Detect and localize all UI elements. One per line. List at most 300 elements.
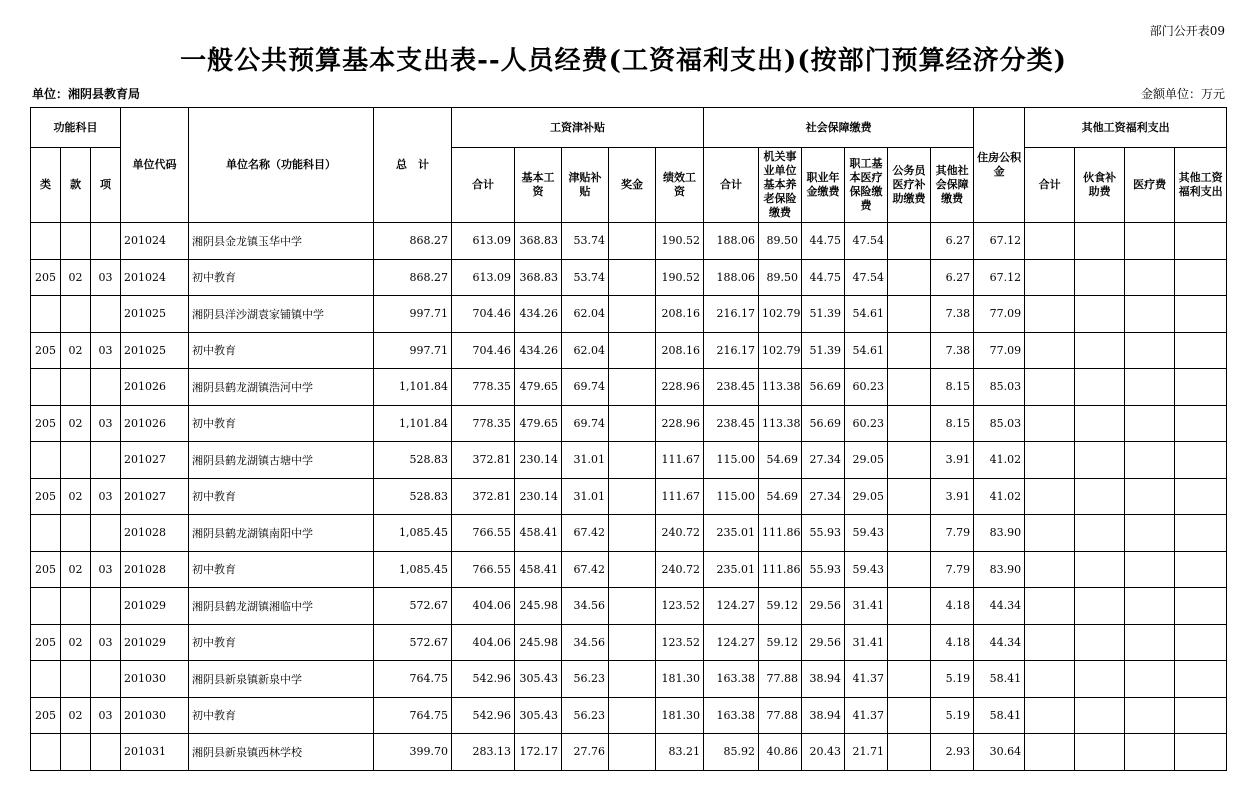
table-row — [31, 405, 1227, 442]
cell-performance: 208.16 — [656, 332, 704, 369]
cell-total: 764.75 — [374, 661, 452, 698]
cell-allowance: 62.04 — [562, 332, 609, 369]
cell-other-social: 2.93 — [931, 734, 974, 771]
cell-unit-code: 201031 — [121, 734, 189, 771]
cell-wage-sum: 766.55 — [452, 515, 515, 552]
cell-kuan — [61, 515, 91, 552]
cell-medical-fee — [1125, 734, 1175, 771]
cell-civil-medical — [888, 515, 931, 552]
col-wage-group: 工资津补贴 — [452, 108, 704, 148]
cell-meal — [1075, 369, 1125, 406]
cell-unit-code: 201024 — [121, 223, 189, 260]
col-bonus: 奖金 — [609, 148, 656, 223]
cell-civil-medical — [888, 734, 931, 771]
cell-civil-medical — [888, 259, 931, 296]
cell-meal — [1075, 442, 1125, 479]
cell-total: 868.27 — [374, 223, 452, 260]
cell-kuan — [61, 223, 91, 260]
cell-meal — [1075, 223, 1125, 260]
cell-performance: 190.52 — [656, 223, 704, 260]
col-civil-medical: 公务员医疗补助缴费 — [888, 148, 931, 223]
cell-unit-code: 201028 — [121, 515, 189, 552]
cell-lei — [31, 369, 61, 406]
table-row — [31, 332, 1227, 369]
cell-unit-code: 201027 — [121, 478, 189, 515]
cell-medical-fee — [1125, 405, 1175, 442]
cell-annuity: 20.43 — [802, 734, 845, 771]
cell-meal — [1075, 624, 1125, 661]
col-other-social: 其他社会保障缴费 — [931, 148, 974, 223]
table-row — [31, 369, 1227, 406]
cell-other-sum — [1025, 223, 1075, 260]
cell-meal — [1075, 734, 1125, 771]
cell-annuity: 55.93 — [802, 551, 845, 588]
cell-performance: 181.30 — [656, 697, 704, 734]
cell-civil-medical — [888, 369, 931, 406]
cell-allowance: 56.23 — [562, 661, 609, 698]
cell-meal — [1075, 478, 1125, 515]
cell-other-sum — [1025, 369, 1075, 406]
cell-lei: 205 — [31, 624, 61, 661]
cell-kuan: 02 — [61, 697, 91, 734]
cell-other-sum — [1025, 697, 1075, 734]
cell-medical-fee — [1125, 624, 1175, 661]
cell-social-sum: 163.38 — [704, 697, 759, 734]
cell-medical: 54.61 — [845, 332, 888, 369]
table-row — [31, 734, 1227, 771]
cell-annuity: 38.94 — [802, 697, 845, 734]
cell-total: 868.27 — [374, 259, 452, 296]
cell-kuan — [61, 734, 91, 771]
cell-lei: 205 — [31, 405, 61, 442]
cell-medical: 60.23 — [845, 405, 888, 442]
col-unit-name: 单位名称（功能科目） — [189, 108, 374, 223]
cell-allowance: 27.76 — [562, 734, 609, 771]
cell-total: 572.67 — [374, 588, 452, 625]
cell-other-social: 5.19 — [931, 697, 974, 734]
cell-medical: 47.54 — [845, 259, 888, 296]
cell-other-welfare — [1175, 223, 1227, 260]
cell-other-social: 5.19 — [931, 661, 974, 698]
amount-unit-label: 金额单位：万元 — [1140, 87, 1225, 101]
cell-lei: 205 — [31, 259, 61, 296]
cell-annuity: 55.93 — [802, 515, 845, 552]
cell-basic-wage: 230.14 — [515, 478, 562, 515]
col-basic-wage: 基本工资 — [515, 148, 562, 223]
cell-pension: 111.86 — [759, 515, 802, 552]
cell-other-sum — [1025, 734, 1075, 771]
cell-bonus — [609, 588, 656, 625]
table-row — [31, 296, 1227, 333]
cell-bonus — [609, 551, 656, 588]
cell-bonus — [609, 624, 656, 661]
col-pension: 机关事业单位基本养老保险缴费 — [759, 148, 802, 223]
cell-basic-wage: 245.98 — [515, 588, 562, 625]
cell-annuity: 29.56 — [802, 624, 845, 661]
cell-other-sum — [1025, 405, 1075, 442]
cell-civil-medical — [888, 588, 931, 625]
cell-unit-code: 201027 — [121, 442, 189, 479]
cell-other-social: 6.27 — [931, 259, 974, 296]
cell-other-welfare — [1175, 296, 1227, 333]
cell-medical: 59.43 — [845, 551, 888, 588]
cell-annuity: 27.34 — [802, 478, 845, 515]
budget-table — [30, 107, 1227, 771]
cell-kuan: 02 — [61, 405, 91, 442]
cell-bonus — [609, 223, 656, 260]
cell-xiang — [91, 223, 121, 260]
cell-unit-name: 湘阴县鹤龙湖镇古塘中学 — [189, 442, 374, 479]
cell-bonus — [609, 661, 656, 698]
cell-housing: 44.34 — [974, 624, 1025, 661]
cell-lei: 205 — [31, 478, 61, 515]
cell-medical-fee — [1125, 661, 1175, 698]
cell-housing: 83.90 — [974, 551, 1025, 588]
cell-wage-sum: 372.81 — [452, 478, 515, 515]
cell-xiang — [91, 442, 121, 479]
cell-meal — [1075, 551, 1125, 588]
col-medical: 职工基本医疗保险缴费 — [845, 148, 888, 223]
cell-housing: 58.41 — [974, 697, 1025, 734]
cell-social-sum: 235.01 — [704, 551, 759, 588]
cell-total: 1,085.45 — [374, 551, 452, 588]
cell-xiang — [91, 296, 121, 333]
cell-wage-sum: 613.09 — [452, 259, 515, 296]
cell-other-social: 8.15 — [931, 369, 974, 406]
cell-social-sum: 124.27 — [704, 588, 759, 625]
cell-other-welfare — [1175, 442, 1227, 479]
cell-annuity: 51.39 — [802, 296, 845, 333]
cell-other-sum — [1025, 515, 1075, 552]
cell-social-sum: 85.92 — [704, 734, 759, 771]
cell-wage-sum: 613.09 — [452, 223, 515, 260]
cell-unit-code: 201026 — [121, 369, 189, 406]
cell-unit-name: 湘阴县洋沙湖袁家铺镇中学 — [189, 296, 374, 333]
cell-bonus — [609, 515, 656, 552]
cell-other-welfare — [1175, 551, 1227, 588]
cell-civil-medical — [888, 332, 931, 369]
cell-annuity: 51.39 — [802, 332, 845, 369]
cell-wage-sum: 404.06 — [452, 624, 515, 661]
col-medical-fee: 医疗费 — [1125, 148, 1175, 223]
cell-unit-name: 湘阴县新泉镇西林学校 — [189, 734, 374, 771]
col-other-sum: 合计 — [1025, 148, 1075, 223]
cell-allowance: 34.56 — [562, 624, 609, 661]
table-row — [31, 624, 1227, 661]
cell-annuity: 44.75 — [802, 259, 845, 296]
cell-basic-wage: 368.83 — [515, 223, 562, 260]
cell-social-sum: 115.00 — [704, 442, 759, 479]
cell-pension: 89.50 — [759, 223, 802, 260]
cell-annuity: 44.75 — [802, 223, 845, 260]
cell-xiang — [91, 588, 121, 625]
cell-civil-medical — [888, 551, 931, 588]
cell-pension: 59.12 — [759, 624, 802, 661]
cell-medical-fee — [1125, 332, 1175, 369]
cell-bonus — [609, 697, 656, 734]
cell-unit-name: 初中教育 — [189, 259, 374, 296]
cell-basic-wage: 458.41 — [515, 551, 562, 588]
col-performance: 绩效工资 — [656, 148, 704, 223]
cell-housing: 67.12 — [974, 223, 1025, 260]
col-allowance: 津贴补贴 — [562, 148, 609, 223]
cell-allowance: 67.42 — [562, 551, 609, 588]
col-other-welfare: 其他工资福利支出 — [1175, 148, 1227, 223]
cell-total: 997.71 — [374, 332, 452, 369]
cell-basic-wage: 305.43 — [515, 661, 562, 698]
cell-bonus — [609, 259, 656, 296]
cell-other-welfare — [1175, 369, 1227, 406]
cell-other-social: 7.38 — [931, 296, 974, 333]
table-row — [31, 588, 1227, 625]
cell-wage-sum: 542.96 — [452, 697, 515, 734]
cell-performance: 181.30 — [656, 661, 704, 698]
cell-kuan — [61, 442, 91, 479]
col-housing: 住房公积金 — [974, 108, 1025, 223]
cell-pension: 89.50 — [759, 259, 802, 296]
cell-kuan — [61, 588, 91, 625]
cell-civil-medical — [888, 223, 931, 260]
col-unit-code: 单位代码 — [121, 108, 189, 223]
cell-performance: 240.72 — [656, 551, 704, 588]
cell-wage-sum: 542.96 — [452, 661, 515, 698]
cell-xiang: 03 — [91, 624, 121, 661]
cell-meal — [1075, 697, 1125, 734]
cell-unit-name: 初中教育 — [189, 478, 374, 515]
cell-lei — [31, 588, 61, 625]
cell-pension: 54.69 — [759, 478, 802, 515]
col-total: 总 计 — [374, 108, 452, 223]
cell-kuan — [61, 296, 91, 333]
cell-other-social: 3.91 — [931, 478, 974, 515]
cell-allowance: 62.04 — [562, 296, 609, 333]
cell-other-welfare — [1175, 588, 1227, 625]
cell-medical: 47.54 — [845, 223, 888, 260]
cell-bonus — [609, 442, 656, 479]
cell-xiang: 03 — [91, 697, 121, 734]
cell-annuity: 38.94 — [802, 661, 845, 698]
cell-allowance: 69.74 — [562, 405, 609, 442]
cell-medical-fee — [1125, 515, 1175, 552]
cell-other-welfare — [1175, 734, 1227, 771]
cell-wage-sum: 778.35 — [452, 369, 515, 406]
table-header — [31, 108, 1227, 223]
cell-housing: 83.90 — [974, 515, 1025, 552]
cell-pension: 113.38 — [759, 405, 802, 442]
cell-unit-name: 初中教育 — [189, 551, 374, 588]
cell-other-welfare — [1175, 624, 1227, 661]
cell-other-social: 7.38 — [931, 332, 974, 369]
cell-total: 528.83 — [374, 478, 452, 515]
cell-medical-fee — [1125, 588, 1175, 625]
table-row — [31, 259, 1227, 296]
cell-medical-fee — [1125, 478, 1175, 515]
cell-other-sum — [1025, 588, 1075, 625]
cell-basic-wage: 458.41 — [515, 515, 562, 552]
cell-social-sum: 124.27 — [704, 624, 759, 661]
cell-xiang: 03 — [91, 405, 121, 442]
cell-lei — [31, 515, 61, 552]
cell-meal — [1075, 332, 1125, 369]
cell-social-sum: 163.38 — [704, 661, 759, 698]
cell-kuan: 02 — [61, 332, 91, 369]
table-row — [31, 515, 1227, 552]
cell-social-sum: 188.06 — [704, 259, 759, 296]
cell-housing: 30.64 — [974, 734, 1025, 771]
cell-wage-sum: 283.13 — [452, 734, 515, 771]
cell-lei — [31, 734, 61, 771]
cell-unit-name: 初中教育 — [189, 624, 374, 661]
cell-social-sum: 238.45 — [704, 405, 759, 442]
cell-kuan — [61, 661, 91, 698]
cell-performance: 228.96 — [656, 369, 704, 406]
cell-civil-medical — [888, 661, 931, 698]
col-social-group: 社会保障缴费 — [704, 108, 974, 148]
cell-basic-wage: 305.43 — [515, 697, 562, 734]
cell-civil-medical — [888, 624, 931, 661]
cell-medical-fee — [1125, 259, 1175, 296]
cell-basic-wage: 368.83 — [515, 259, 562, 296]
cell-social-sum: 188.06 — [704, 223, 759, 260]
cell-other-welfare — [1175, 405, 1227, 442]
cell-meal — [1075, 661, 1125, 698]
cell-unit-code: 201030 — [121, 697, 189, 734]
cell-performance: 190.52 — [656, 259, 704, 296]
cell-wage-sum: 372.81 — [452, 442, 515, 479]
cell-unit-name: 湘阴县鹤龙湖镇南阳中学 — [189, 515, 374, 552]
cell-basic-wage: 479.65 — [515, 405, 562, 442]
cell-other-welfare — [1175, 478, 1227, 515]
cell-wage-sum: 704.46 — [452, 332, 515, 369]
cell-allowance: 67.42 — [562, 515, 609, 552]
cell-lei: 205 — [31, 551, 61, 588]
cell-performance: 240.72 — [656, 515, 704, 552]
cell-bonus — [609, 296, 656, 333]
cell-unit-name: 湘阴县新泉镇新泉中学 — [189, 661, 374, 698]
cell-housing: 44.34 — [974, 588, 1025, 625]
cell-kuan — [61, 369, 91, 406]
cell-other-sum — [1025, 332, 1075, 369]
cell-housing: 77.09 — [974, 332, 1025, 369]
table-row — [31, 697, 1227, 734]
cell-unit-code: 201029 — [121, 624, 189, 661]
cell-other-sum — [1025, 478, 1075, 515]
cell-unit-name: 初中教育 — [189, 405, 374, 442]
cell-housing: 85.03 — [974, 369, 1025, 406]
cell-other-welfare — [1175, 259, 1227, 296]
cell-annuity: 56.69 — [802, 369, 845, 406]
cell-total: 1,101.84 — [374, 369, 452, 406]
cell-allowance: 69.74 — [562, 369, 609, 406]
cell-other-social: 7.79 — [931, 551, 974, 588]
cell-basic-wage: 230.14 — [515, 442, 562, 479]
cell-medical-fee — [1125, 223, 1175, 260]
cell-bonus — [609, 369, 656, 406]
cell-housing: 58.41 — [974, 661, 1025, 698]
cell-pension: 102.79 — [759, 332, 802, 369]
cell-medical: 54.61 — [845, 296, 888, 333]
cell-medical-fee — [1125, 442, 1175, 479]
cell-pension: 40.86 — [759, 734, 802, 771]
cell-performance: 111.67 — [656, 478, 704, 515]
cell-pension: 113.38 — [759, 369, 802, 406]
cell-unit-code: 201029 — [121, 588, 189, 625]
cell-xiang: 03 — [91, 259, 121, 296]
cell-other-welfare — [1175, 661, 1227, 698]
cell-meal — [1075, 296, 1125, 333]
cell-pension: 59.12 — [759, 588, 802, 625]
cell-xiang — [91, 369, 121, 406]
cell-wage-sum: 704.46 — [452, 296, 515, 333]
cell-kuan: 02 — [61, 624, 91, 661]
cell-wage-sum: 766.55 — [452, 551, 515, 588]
cell-medical: 41.37 — [845, 661, 888, 698]
cell-medical-fee — [1125, 369, 1175, 406]
cell-bonus — [609, 734, 656, 771]
cell-basic-wage: 434.26 — [515, 332, 562, 369]
cell-unit-name: 初中教育 — [189, 332, 374, 369]
cell-other-social: 7.79 — [931, 515, 974, 552]
cell-total: 572.67 — [374, 624, 452, 661]
cell-social-sum: 235.01 — [704, 515, 759, 552]
table-body — [31, 223, 1227, 771]
cell-unit-name: 湘阴县鹤龙湖镇浩河中学 — [189, 369, 374, 406]
cell-other-sum — [1025, 661, 1075, 698]
cell-kuan: 02 — [61, 259, 91, 296]
table-row — [31, 223, 1227, 260]
cell-medical: 41.37 — [845, 697, 888, 734]
cell-other-welfare — [1175, 332, 1227, 369]
cell-annuity: 27.34 — [802, 442, 845, 479]
cell-meal — [1075, 259, 1125, 296]
cell-medical-fee — [1125, 697, 1175, 734]
cell-civil-medical — [888, 478, 931, 515]
cell-bonus — [609, 332, 656, 369]
cell-unit-name: 湘阴县鹤龙湖镇湘临中学 — [189, 588, 374, 625]
cell-civil-medical — [888, 442, 931, 479]
form-number: 部门公开表09 — [1149, 24, 1225, 38]
cell-other-social: 6.27 — [931, 223, 974, 260]
cell-housing: 41.02 — [974, 478, 1025, 515]
cell-other-social: 3.91 — [931, 442, 974, 479]
cell-civil-medical — [888, 405, 931, 442]
cell-total: 997.71 — [374, 296, 452, 333]
col-other-group: 其他工资福利支出 — [1025, 108, 1227, 148]
cell-other-social: 4.18 — [931, 588, 974, 625]
cell-housing: 77.09 — [974, 296, 1025, 333]
cell-lei — [31, 442, 61, 479]
table-row — [31, 661, 1227, 698]
cell-civil-medical — [888, 697, 931, 734]
cell-xiang — [91, 661, 121, 698]
cell-xiang: 03 — [91, 551, 121, 588]
cell-other-welfare — [1175, 515, 1227, 552]
cell-unit-code: 201025 — [121, 296, 189, 333]
cell-unit-code: 201030 — [121, 661, 189, 698]
cell-social-sum: 238.45 — [704, 369, 759, 406]
cell-lei — [31, 296, 61, 333]
cell-medical: 29.05 — [845, 478, 888, 515]
cell-other-sum — [1025, 624, 1075, 661]
cell-other-sum — [1025, 296, 1075, 333]
cell-performance: 123.52 — [656, 588, 704, 625]
cell-total: 1,085.45 — [374, 515, 452, 552]
cell-performance: 208.16 — [656, 296, 704, 333]
cell-total: 399.70 — [374, 734, 452, 771]
cell-social-sum: 115.00 — [704, 478, 759, 515]
cell-pension: 54.69 — [759, 442, 802, 479]
cell-wage-sum: 778.35 — [452, 405, 515, 442]
